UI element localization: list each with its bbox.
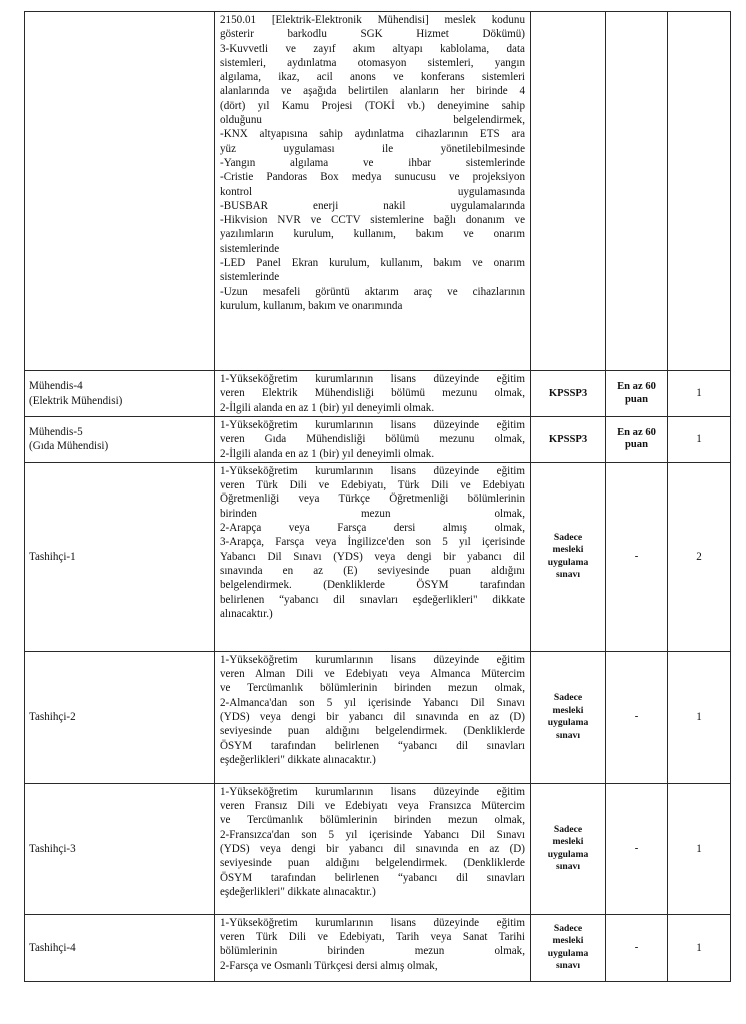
score-line: puan — [625, 439, 648, 451]
requirement-lines-line: -KNX altyapısına sahip aydınlatma cihazlarının ETS ara — [220, 128, 525, 141]
table-row — [25, 12, 731, 371]
exam-line: uygulama — [547, 947, 589, 959]
requirement-lines-line: (dört) yıl Kamu Projesi (TOKİ vb.) deneyimine sahip — [220, 99, 525, 112]
min-score-cell — [606, 417, 668, 463]
requirement-lines-line: alanlarında ve aşağıda belirtilen alanların her birinde 4 — [220, 85, 525, 98]
table-row — [25, 783, 731, 914]
position-title-cell — [25, 462, 215, 651]
exam-line: Sadece — [553, 823, 583, 835]
requirement-lines-line: 2-Almanca'dan son 5 yıl içerisinde Yabancı Dil Sınavı — [220, 696, 525, 709]
score-line: En az 60 — [617, 381, 656, 392]
requirement-lines-line: eşdeğerlikleri" dikkate alınacaktır.) — [220, 753, 376, 766]
requirements-cell — [215, 371, 531, 417]
requirement-lines-line: kurulum, kullanım, bakım ve onarımında — [220, 299, 403, 312]
requirement-lines-line: olduğunu belgelendirmek, — [220, 114, 525, 127]
table-row — [25, 417, 731, 463]
table-body — [25, 12, 731, 982]
exam-line: mesleki — [552, 544, 584, 556]
position-count-cell: 1 — [668, 783, 731, 914]
requirement-lines-line: 1-Yükseköğretim kurumlarının lisans düzeyinde eğitim — [220, 464, 525, 477]
position-title-cell — [25, 371, 215, 417]
requirement-lines-line: yazılımların kurulum, kullanım, bakım ve onarım — [220, 228, 525, 241]
requirement-lines-line: (YDS) veya dengi bir yabancı dil sınavında en az (D) — [220, 843, 525, 856]
requirement-lines-line: 3-Kuvvetli ve zayıf akım altyapı kablolama, data — [220, 42, 525, 55]
requirement-lines-line: sistemlerinde — [220, 271, 280, 284]
requirement-lines-line: 1-Yükseköğretim kurumlarının lisans düzeyinde eğitim — [220, 785, 525, 798]
requirement-lines-line: ÖSYM tarafından belirlenen “yabancı dil sınavları — [220, 739, 525, 752]
min-score-cell — [606, 371, 668, 417]
requirement-lines-line: -LED Panel Ekran kurulum, kullanım, bakım ve onarım — [220, 257, 525, 270]
title-line: Mühendis-5 — [29, 426, 83, 439]
position-count-cell: 1 — [668, 914, 731, 981]
requirement-lines-line: veren Türk Dili ve Edebiyatı, Türk Dili ve Edebiyatı — [220, 479, 525, 492]
requirement-lines-line: -Uzun mesafeli görüntü aktarım araç ve cihazlarının — [220, 285, 525, 298]
requirement-lines-line: alınacaktır.) — [220, 607, 273, 620]
exam-type-cell — [531, 651, 606, 783]
requirement-lines-line: 2-Arapça veya Farsça dersi almış olmak, — [220, 522, 525, 535]
position-title-cell — [25, 651, 215, 783]
requirement-lines-line: seviyesinde puan aldığını belgelendirmek. (Denkliklerde — [220, 725, 525, 738]
requirement-lines-line: veren Gıda Mühendisliği bölümü mezunu olmak, — [220, 433, 525, 446]
requirements-cell — [215, 417, 531, 463]
score-line: - — [634, 941, 639, 953]
exam-line: sınavı — [556, 569, 580, 581]
requirement-lines-line: (YDS) veya dengi bir yabancı dil sınavında en az (D) — [220, 711, 525, 724]
min-score-cell — [606, 651, 668, 783]
exam-type-cell — [531, 783, 606, 914]
score-line: puan — [625, 393, 648, 405]
exam-line: mesleki — [552, 704, 584, 716]
requirement-lines-line: -BUSBAR enerji nakil uygulamalarında — [220, 199, 525, 212]
title-line: Tashihçi-1 — [29, 550, 76, 563]
requirement-lines-line: 2150.01 [Elektrik-Elektronik Mühendisi] meslek kodunu — [220, 14, 525, 26]
requirement-lines-line: sistemleri, aydınlatma otomasyon sistemleri, yangın — [220, 56, 525, 69]
exam-line: Sadece — [553, 531, 583, 543]
title-line: Tashihçi-2 — [29, 711, 76, 724]
requirement-lines-line: 2-İlgili alanda en az 1 (bir) yıl deneyimli olmak. — [220, 401, 435, 414]
requirement-lines-line: Yabancı Dil Sınavı (YDS) veya dengi bir yabancı dil — [220, 550, 525, 563]
requirement-lines-line: belirlenen “yabancı dil sınavları eşdeğerlikleri" dikkate — [220, 593, 525, 606]
title-line: (Elektrik Mühendisi) — [29, 394, 123, 407]
requirement-lines-line: -Cristie Pandoras Box medya sunucusu ve projeksiyon — [220, 171, 525, 184]
requirement-lines-line: algılama, ikaz, acil anons ve konferans sistemleri — [220, 71, 525, 84]
requirement-lines-line: veren Elektrik Mühendisliği bölümü mezunu olmak, — [220, 387, 525, 400]
requirement-lines-line: -Hikvision NVR ve CCTV sistemlerine bağlı donanım ve — [220, 214, 525, 227]
title-line: Mühendis-4 — [29, 380, 83, 393]
exam-line: sınavı — [556, 861, 580, 873]
requirement-lines-line: ve Tercümanlık bölümlerinin birinden mezun olmak, — [220, 682, 525, 695]
requirement-lines-line: kontrol uygulamasında — [220, 185, 525, 198]
position-title-cell — [25, 914, 215, 981]
requirement-lines-line: belgelendirmek. (Denkliklerde ÖSYM tarafından — [220, 579, 525, 592]
requirement-lines-line: ÖSYM tarafından belirlenen “yabancı dil sınavları — [220, 871, 525, 884]
position-count-cell: 1 — [668, 371, 731, 417]
requirements-cell — [215, 783, 531, 914]
requirements-cell — [215, 462, 531, 651]
position-count-cell — [668, 12, 731, 371]
exam-line: mesleki — [552, 935, 584, 947]
requirement-lines-line: yüz uygulaması ile yönetilebilmesinde — [220, 142, 525, 155]
score-line: - — [634, 550, 639, 562]
exam-line: mesleki — [552, 836, 584, 848]
position-title-cell — [25, 783, 215, 914]
requirement-lines-line: ve Tercümanlık bölümlerinin birinden mezun olmak, — [220, 814, 525, 827]
requirement-lines-line: 1-Yükseköğretim kurumlarının lisans düzeyinde eğitim — [220, 419, 525, 431]
min-score-cell — [606, 914, 668, 981]
exam-line: sınavı — [556, 729, 580, 741]
requirement-lines-line: eşdeğerlikleri" dikkate alınacaktır.) — [220, 885, 376, 898]
min-score-cell — [606, 783, 668, 914]
requirement-lines-line: veren Alman Dili ve Edebiyatı veya Almanca Mütercim — [220, 668, 525, 681]
exam-line: KPSSP3 — [548, 433, 588, 445]
exam-line: sınavı — [556, 960, 580, 972]
requirement-lines-line: 2-Farsça ve Osmanlı Türkçesi dersi almış olmak, — [220, 959, 438, 972]
requirement-lines-line: 1-Yükseköğretim kurumlarının lisans düzeyinde eğitim — [220, 653, 525, 666]
requirements-table — [24, 11, 731, 982]
exam-type-cell — [531, 12, 606, 371]
requirement-lines-line: sistemlerinde — [220, 242, 280, 255]
title-line: Tashihçi-4 — [29, 941, 76, 954]
table-row — [25, 371, 731, 417]
score-line: - — [634, 711, 639, 723]
requirement-lines-line: veren Fransız Dili ve Edebiyatı veya Fransızca Mütercim — [220, 800, 525, 813]
exam-type-cell — [531, 417, 606, 463]
requirement-lines-line: 1-Yükseköğretim kurumlarının lisans düzeyinde eğitim — [220, 916, 525, 929]
requirement-lines-line: 3-Arapça, Farsça veya İngilizce'den son 5 yıl içerisinde — [220, 536, 525, 549]
exam-line: Sadece — [553, 922, 583, 934]
requirement-lines-line: 2-İlgili alanda en az 1 (bir) yıl deneyimli olmak. — [220, 447, 435, 460]
requirement-lines-line: birinden mezun olmak, — [220, 507, 525, 520]
table-row — [25, 462, 731, 651]
exam-line: uygulama — [547, 556, 589, 568]
position-count-cell: 2 — [668, 462, 731, 651]
position-count-cell: 1 — [668, 651, 731, 783]
requirement-lines-line: gösterir barkodlu SGK Hizmet Dökümü) — [220, 28, 525, 41]
exam-type-cell — [531, 914, 606, 981]
min-score-cell — [606, 462, 668, 651]
position-title-cell — [25, 417, 215, 463]
exam-line: KPSSP3 — [548, 388, 588, 399]
exam-line: uygulama — [547, 848, 589, 860]
title-line: (Gıda Mühendisi) — [29, 440, 109, 453]
exam-type-cell — [531, 462, 606, 651]
requirement-lines-line: -Yangın algılama ve ihbar sistemlerinde — [220, 156, 525, 169]
requirements-cell — [215, 12, 531, 371]
requirement-lines-line: sınavında en az (E) seviyesinde puan aldığını — [220, 564, 525, 577]
min-score-cell — [606, 12, 668, 371]
position-title-cell — [25, 12, 215, 371]
requirement-lines-line: 1-Yükseköğretim kurumlarının lisans düzeyinde eğitim — [220, 373, 525, 385]
requirement-lines-line: 2-Fransızca'dan son 5 yıl içerisinde Yabancı Dil Sınavı — [220, 828, 525, 841]
position-count-cell: 1 — [668, 417, 731, 463]
exam-line: uygulama — [547, 717, 589, 729]
requirement-lines-line: bölümlerinin birinden mezun olmak, — [220, 945, 525, 958]
table-row — [25, 651, 731, 783]
requirements-cell — [215, 651, 531, 783]
exam-type-cell — [531, 371, 606, 417]
score-line: - — [634, 842, 639, 854]
title-line: Tashihçi-3 — [29, 842, 76, 855]
requirements-cell — [215, 914, 531, 981]
requirement-lines-line: veren Türk Dili ve Edebiyatı, Tarih veya Sanat Tarihi — [220, 931, 525, 944]
exam-line: Sadece — [553, 692, 583, 704]
requirement-lines-line: Öğretmenliği veya Türkçe Öğretmenliği bölümlerinin — [220, 493, 525, 506]
score-line: En az 60 — [617, 426, 656, 438]
requirement-lines-line: seviyesinde puan aldığını belgelendirmek. (Denkliklerde — [220, 857, 525, 870]
table-row — [25, 914, 731, 981]
